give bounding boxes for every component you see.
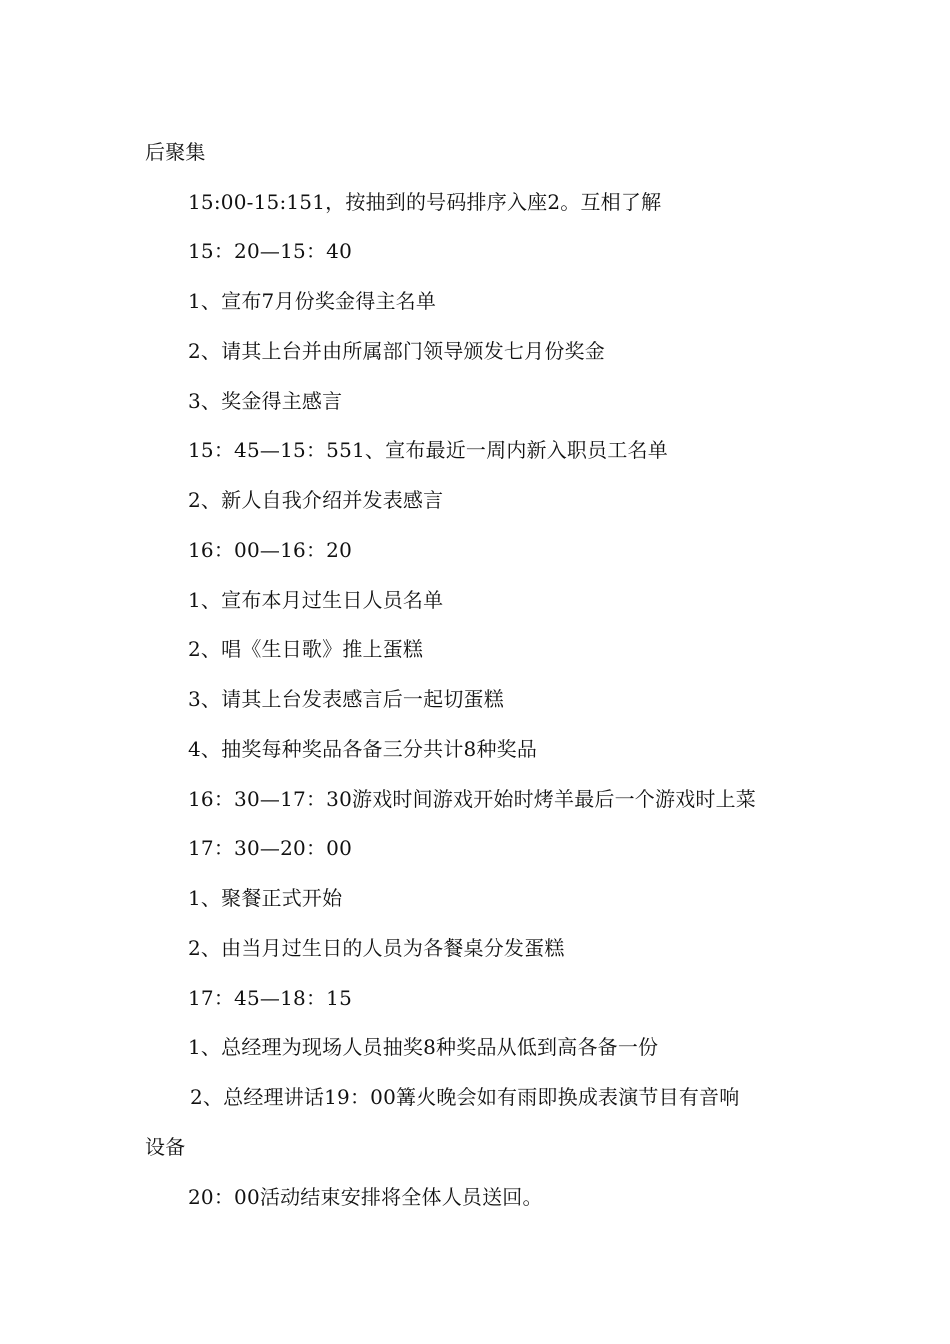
text-line: 3、请其上台发表感言后一起切蛋糕 <box>188 687 504 711</box>
text-line: 17：45—18：15 <box>188 986 352 1010</box>
text-line: 2、总经理讲话19：00篝火晚会如有雨即换成表演节目有音响 <box>190 1085 740 1109</box>
text-line: 4、抽奖每种奖品各备三分共计8种奖品 <box>188 737 538 761</box>
text-line: 1、宣布7月份奖金得主名单 <box>188 289 437 313</box>
text-line: 17：30—20：00 <box>188 836 352 860</box>
text-line: 2、新人自我介绍并发表感言 <box>188 488 444 512</box>
text-line: 1、宣布本月过生日人员名单 <box>188 588 444 612</box>
text-line: 15：20—15：40 <box>188 239 352 263</box>
text-line: 2、唱《生日歌》推上蛋糕 <box>188 637 424 661</box>
text-line: 16：00—16：20 <box>188 538 352 562</box>
text-line: 20：00活动结束安排将全体人员送回。 <box>188 1185 543 1209</box>
text-line: 1、聚餐正式开始 <box>188 886 343 910</box>
text-line: 16：30—17：30游戏时间游戏开始时烤羊最后一个游戏时上菜 <box>188 787 756 811</box>
text-line: 设备 <box>145 1135 186 1159</box>
text-line: 后聚集 <box>145 140 206 164</box>
text-line: 2、由当月过生日的人员为各餐桌分发蛋糕 <box>188 936 565 960</box>
text-line: 15：45—15：551、宣布最近一周内新入职员工名单 <box>188 438 668 462</box>
text-line: 1、总经理为现场人员抽奖8种奖品从低到高各备一份 <box>188 1035 659 1059</box>
text-line: 3、奖金得主感言 <box>188 389 343 413</box>
text-line: 2、请其上台并由所属部门领导颁发七月份奖金 <box>188 339 605 363</box>
text-line: 15:00-15:151，按抽到的号码排序入座2。互相了解 <box>188 190 662 214</box>
